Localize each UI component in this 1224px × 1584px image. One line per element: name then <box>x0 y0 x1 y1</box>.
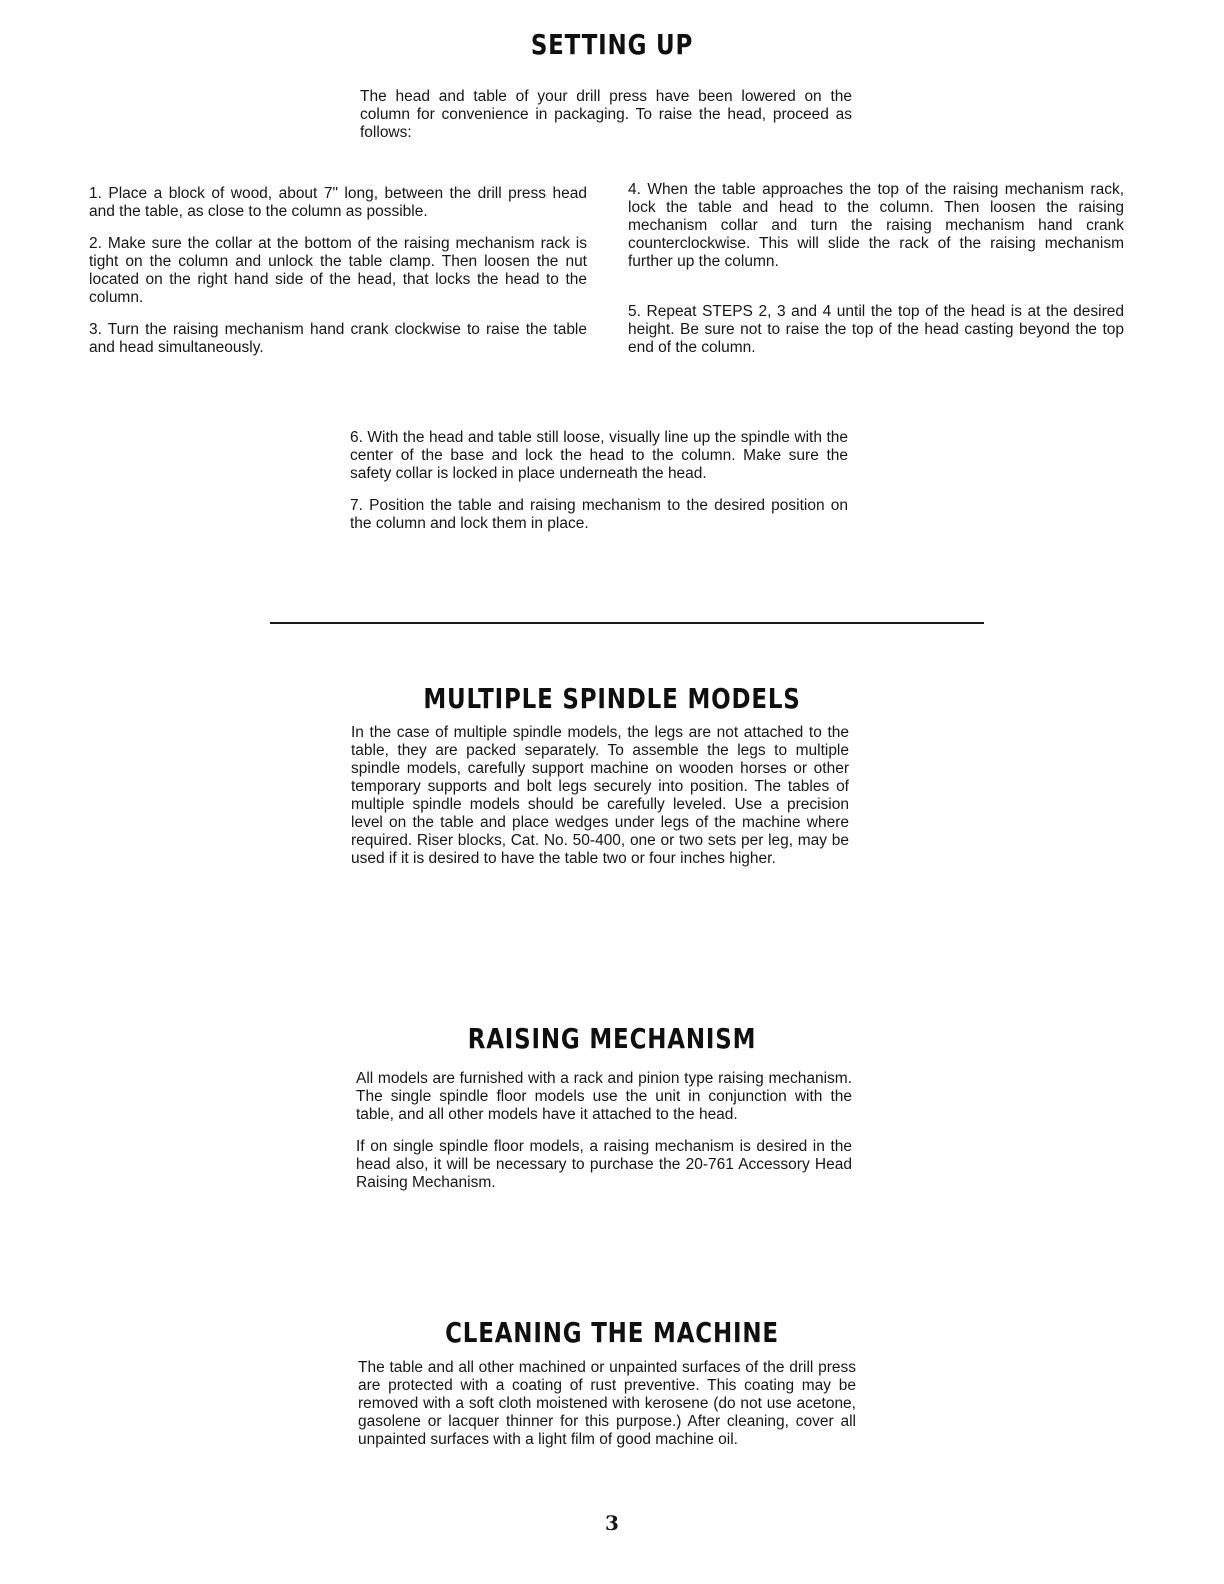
steps-left-column <box>89 185 587 357</box>
step-7: 7. Position the table and raising mechanism to the desired position on the column and lock them in place. <box>350 497 848 532</box>
multiple-spindle-paragraph: In the case of multiple spindle models, the legs are not attached to the table, they are packed separately. To assemble the legs to multiple spindle models, carefully support machine on wooden horses or other temporary supports and bolt legs securely into position. The tables of multiple spindle models should be carefully leveled. Use a precision level on the table and place wedges under legs of the machine where required. Riser blocks, Cat. No. 50-400, one or two sets per leg, may be used if it is desired to have the table two or four inches higher. <box>351 724 849 867</box>
step-6: 6. With the head and table still loose, visually line up the spindle with the center of the base and lock the head to the column. Make sure the safety collar is locked in place underneath the head. <box>350 429 848 482</box>
step-1: 1. Place a block of wood, about 7" long, between the drill press head and the table, as close to the column as possible. <box>89 185 587 220</box>
raising-mechanism-heading: RAISING MECHANISM <box>467 1022 757 1055</box>
page-number: 3 <box>605 1511 619 1535</box>
step-4: 4. When the table approaches the top of the raising mechanism rack, lock the table and head to the column. Then loosen the raising mechanism collar and turn the raising mechanism hand crank counterclockwise. This will slide the rack of the raising mechanism further up the column. <box>628 181 1124 270</box>
steps-right-column <box>628 181 1124 357</box>
setting-up-heading: SETTING UP <box>530 28 694 61</box>
multiple-spindle-section <box>351 724 849 868</box>
step-5: 5. Repeat STEPS 2, 3 and 4 until the top of the head is at the desired height. Be sure not to raise the top of the head casting beyond the top end of the column. <box>628 303 1124 356</box>
raising-mechanism-paragraph-2: If on single spindle floor models, a raising mechanism is desired in the head also, it will be necessary to purchase the 20-761 Accessory Head Raising Mechanism. <box>356 1138 852 1191</box>
raising-mechanism-section <box>356 1070 852 1192</box>
setting-up-intro <box>360 88 852 142</box>
multiple-spindle-heading: MULTIPLE SPINDLE MODELS <box>423 682 801 715</box>
cleaning-paragraph: The table and all other machined or unpainted surfaces of the drill press are protected with a coating of rust preventive. This coating may be removed with a soft cloth moistened with kerosene (do not use acetone, gasolene or lacquer thinner for this purpose.) After cleaning, cover all unpainted surfaces with a light film of good machine oil. <box>358 1359 856 1448</box>
cleaning-heading: CLEANING THE MACHINE <box>445 1316 779 1349</box>
step-3: 3. Turn the raising mechanism hand crank clockwise to raise the table and head simultaneously. <box>89 321 587 356</box>
steps-center-column <box>350 429 848 533</box>
section-divider <box>270 622 984 624</box>
step-2: 2. Make sure the collar at the bottom of the raising mechanism rack is tight on the column and unlock the table clamp. Then loosen the nut located on the right hand side of the head, that locks the head to the column. <box>89 235 587 306</box>
cleaning-section <box>358 1359 856 1449</box>
raising-mechanism-paragraph-1: All models are furnished with a rack and pinion type raising mechanism. The single spindle floor models use the unit in conjunction with the table, and all other models have it attached to the head. <box>356 1070 852 1123</box>
intro-paragraph: The head and table of your drill press have been lowered on the column for convenience in packaging. To raise the head, proceed as follows: <box>360 88 852 141</box>
